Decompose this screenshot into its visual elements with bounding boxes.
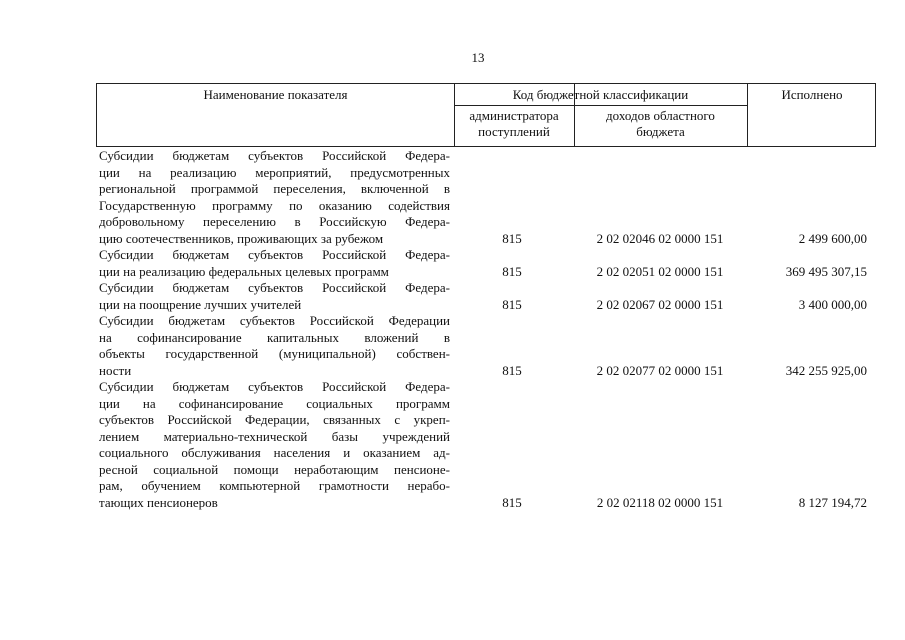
table-header (96, 83, 876, 147)
description-line: рам, обучением компьютерной грамотности нерабо- (99, 478, 450, 493)
description-line: добровольному переселению в Российскую Федера- (99, 214, 450, 229)
description-line: на софинансирование капитальных вложений в (99, 329, 450, 345)
description-line: Государственную программу по оказанию содействия (99, 197, 450, 213)
page-number: 13 (471, 50, 485, 65)
income-code: 2 02 02077 02 0000 151 (596, 362, 724, 378)
description-line: Субсидии бюджетам субъектов Российской Федерации (99, 313, 450, 328)
description-line: ции на реализацию федеральных целевых программ (99, 263, 389, 279)
row-description (99, 148, 879, 247)
header-admin-line: поступлений (478, 124, 550, 139)
header-executed: Исполнено (781, 87, 843, 102)
admin-code: 815 (502, 494, 522, 510)
description-line: объекты государственной (муниципальной) собствен- (99, 346, 450, 361)
description-line: лением материально-технической базы учреждений (99, 428, 450, 444)
executed-amount: 342 255 925,00 (785, 362, 867, 378)
row-description (99, 313, 879, 379)
admin-code: 815 (502, 263, 522, 279)
executed-amount: 8 127 194,72 (798, 494, 867, 510)
description-line: Субсидии бюджетам субъектов Российской Федера- (99, 280, 450, 295)
executed-amount: 369 495 307,15 (785, 263, 867, 279)
income-code: 2 02 02067 02 0000 151 (596, 296, 724, 312)
admin-code: 815 (502, 230, 522, 246)
header-subdivider (454, 105, 747, 106)
description-line: социального обслуживания населения и оказанием ад- (99, 445, 450, 460)
description-line: ции на реализацию мероприятий, предусмотренных (99, 164, 450, 180)
table-row (99, 313, 879, 379)
description-line: Субсидии бюджетам субъектов Российской Федера- (99, 247, 450, 262)
table-row (99, 280, 879, 313)
description-line: ции на софинансирование социальных программ (99, 395, 450, 411)
description-line: Субсидии бюджетам субъектов Российской Федера- (99, 148, 450, 163)
header-admin-receipts (454, 108, 574, 140)
header-admin-line: администратора (469, 108, 559, 123)
description-line: ресной социальной помощи неработающим пенсионе- (99, 461, 450, 477)
income-code: 2 02 02046 02 0000 151 (596, 230, 724, 246)
header-regional-income (574, 108, 747, 140)
description-line: региональной программой переселения, включенной в (99, 181, 450, 196)
description-line: ности (99, 362, 132, 378)
executed-amount: 3 400 000,00 (798, 296, 867, 312)
description-line: тающих пенсионеров (99, 494, 218, 510)
description-line: ции на поощрение лучших учителей (99, 296, 302, 312)
row-description (99, 247, 879, 280)
table-body (99, 148, 879, 511)
description-line: субъектов Российской Федерации, связанных с укреп- (99, 412, 450, 427)
table-row (99, 148, 879, 247)
header-income-line: доходов областного (606, 108, 715, 123)
header-income-line: бюджета (636, 124, 685, 139)
executed-amount: 2 499 600,00 (798, 230, 867, 246)
table-row (99, 379, 879, 511)
description-line: Субсидии бюджетам субъектов Российской Федера- (99, 379, 450, 394)
admin-code: 815 (502, 296, 522, 312)
row-description (99, 379, 879, 511)
header-indicator-name: Наименование показателя (203, 87, 348, 102)
admin-code: 815 (502, 362, 522, 378)
header-budget-code: Код бюджетной классификации (512, 87, 689, 102)
income-code: 2 02 02051 02 0000 151 (596, 263, 724, 279)
row-description (99, 280, 879, 313)
description-line: цию соотечественников, проживающих за рубежом (99, 230, 384, 246)
income-code: 2 02 02118 02 0000 151 (596, 494, 724, 510)
table-row (99, 247, 879, 280)
